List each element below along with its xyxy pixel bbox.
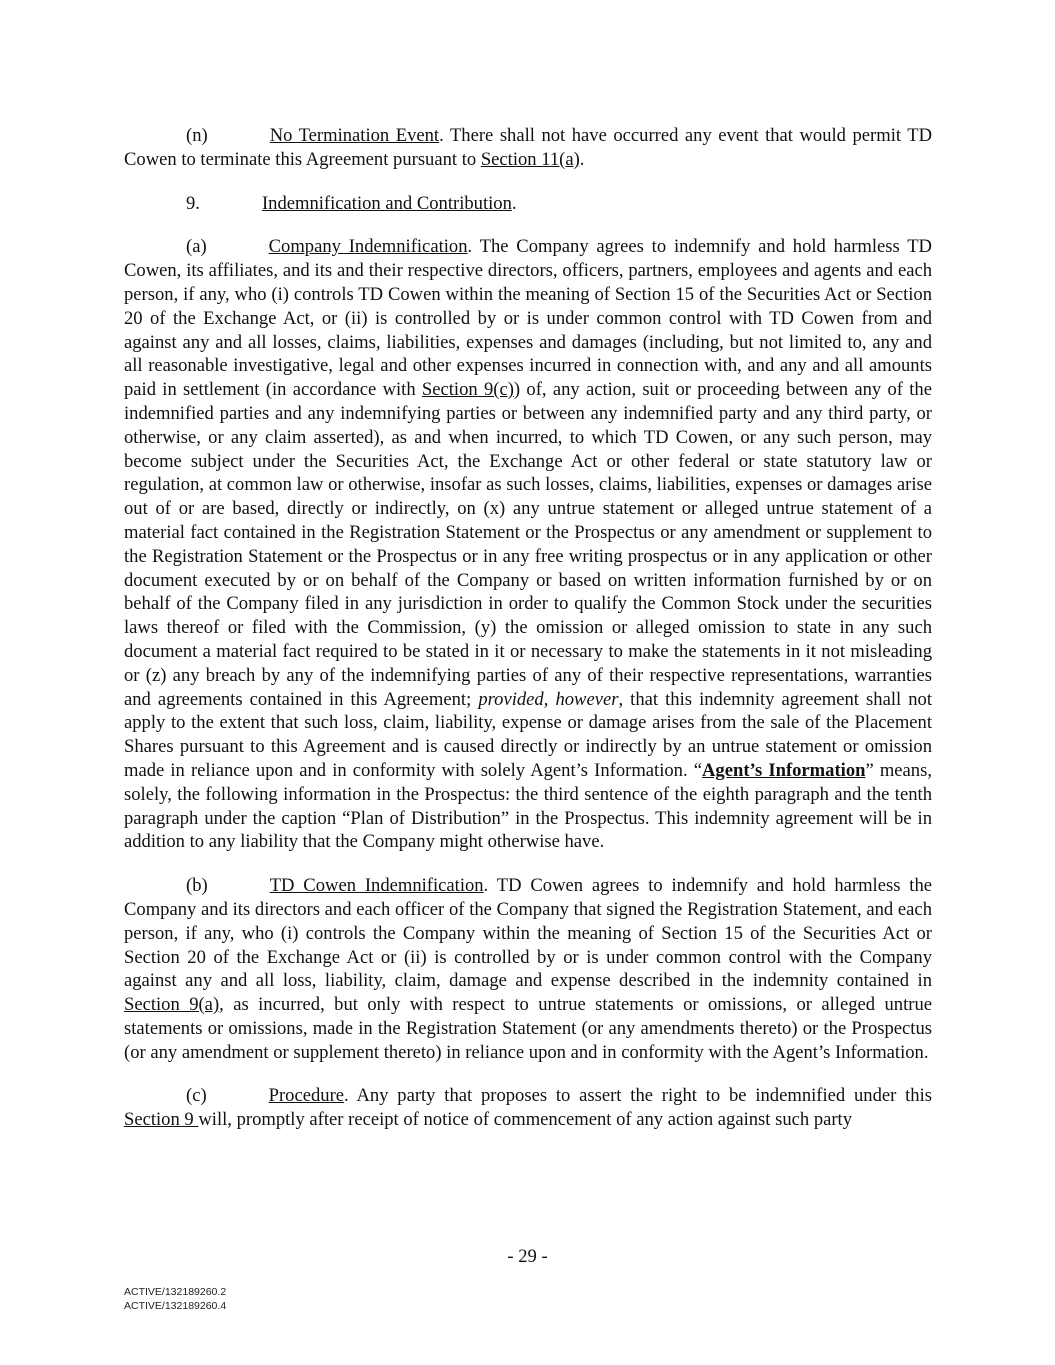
paragraph-text: . There shall not have occurred any event that would permit TD Cowen to terminate this Agreement pursuant to [124, 125, 932, 170]
paragraph-n [124, 124, 932, 172]
paragraph-text: , as incurred, but only with respect to untrue statements or omissions, or alleged untrue statements or omissions, made in the Registration Statement (or any amendments thereto) or the Prospectus (or any amendment or supplement thereto) in reliance upon and in conformity with the Agent’s Information. [124, 994, 932, 1063]
paragraph-label: (a) [186, 236, 207, 258]
paragraph-label: (c) [186, 1085, 207, 1107]
paragraph-text: , [543, 688, 556, 710]
paragraph-text: will, promptly after receipt of notice of commencement of any action against such party [198, 1109, 853, 1131]
paragraph-text: . The Company agrees to indemnify and hold harmless TD Cowen, its affiliates, and its and their respective directors, officers, partners, employees and agents and each person, if any, who (i) controls TD Cowen within the meaning of Section 15 of the Securities Act or Section 20 of the Exchange Act, or (ii) is controlled by or is under common control with TD Cowen from and against any and all losses, claims, liabilities, expenses and damages (including, but not limited to, any and all reasonable investigative, legal and other expenses incurred in connection with, and any and all amounts paid in settlement (in accordance with [124, 236, 932, 401]
section-reference: Section 9 [124, 1109, 199, 1131]
document-id: ACTIVE/132189260.4 [124, 1300, 227, 1312]
paragraph-c [124, 1084, 932, 1132]
section-9-heading [124, 192, 932, 216]
paragraph-text: ” means, solely, the following information in the Prospectus: the third sentence of the eighth paragraph and the tenth paragraph under the caption “Plan of Distribution” in the Prospectus. This indemnity agreement will be in addition to any liability that the Company might otherwise have. [124, 759, 932, 853]
section-reference: Section 9(a) [124, 994, 220, 1016]
document-body [124, 124, 932, 1152]
paragraph-heading: Procedure [268, 1085, 345, 1107]
paragraph-text: ) of, any action, suit or proceeding between any of the indemnified parties and any indemnifying parties or between any indemnified party and any third party, or otherwise, or any claim asserted), as and when incurred, to which TD Cowen, or any such person, may become subject under the Securities Act, the Exchange Act or other federal or state statutory law or regulation, at common law or otherwise, insofar as such losses, claims, liabilities, expenses or damages arise out of or are based, directly or indirectly, on (x) any untrue statement or alleged untrue statement of a material fact contained in the Registration Statement or the Prospectus or any amendment or supplement to the Registration Statement or the Prospectus or in any free writing prospectus or in any application or other document executed by or on behalf of the Company or based on written information furnished by or on behalf of the Company filed in any jurisdiction in order to qualify the Common Stock under the securities laws thereof or filed with the Commission, (y) the omission or alleged omission to state in any such document a material fact required to be stated in it or necessary to make the statements in it not misleading or (z) any breach by any of the indemnifying parties of any of their respective representations, warranties and agreements contained in this Agreement; [124, 379, 932, 710]
paragraph-text: . TD Cowen agrees to indemnify and hold harmless the Company and its directors and each officer of the Company that signed the Registration Statement, and each person, if any, who (i) controls the Company within the meaning of Section 15 of the Securities Act or Section 20 of the Exchange Act or (ii) is controlled by or is under common control with the Company against any and all loss, liability, claim, damage and expense described in the indemnity contained in [124, 875, 933, 992]
paragraph-text: , that this indemnity agreement shall not apply to the extent that such loss, claim, liability, expense or damage arises from the sale of the Placement Shares pursuant to this Agreement and is caused directly or indirectly by an untrue statement or omission made in reliance upon and in conformity with solely Agent’s Information. “ [124, 688, 933, 781]
paragraph-text: . [511, 192, 517, 214]
section-number: 9. [186, 192, 200, 214]
section-reference: Section 11(a) [480, 148, 580, 170]
document-id: ACTIVE/132189260.2 [124, 1286, 227, 1298]
document-ids [124, 1285, 226, 1313]
paragraph-label: (b) [186, 875, 208, 897]
paragraph-label: (n) [186, 125, 208, 146]
paragraph-heading: Company Indemnification [268, 236, 468, 258]
paragraph-b [124, 874, 932, 1064]
section-reference: Section 9(c) [421, 379, 514, 401]
paragraph-text: . [579, 148, 585, 170]
italic-term: provided [478, 688, 544, 710]
italic-term: however [555, 688, 619, 710]
paragraph-heading: TD Cowen Indemnification [269, 875, 484, 897]
paragraph-text: . Any party that proposes to assert the right to be indemnified under this [344, 1085, 932, 1107]
defined-term: Agent’s Information [702, 759, 866, 781]
page-number: - 29 - [507, 1246, 548, 1267]
paragraph-heading: No Termination Event [269, 125, 440, 146]
paragraph-a [124, 235, 932, 854]
section-title: Indemnification and Contribution [261, 192, 512, 214]
